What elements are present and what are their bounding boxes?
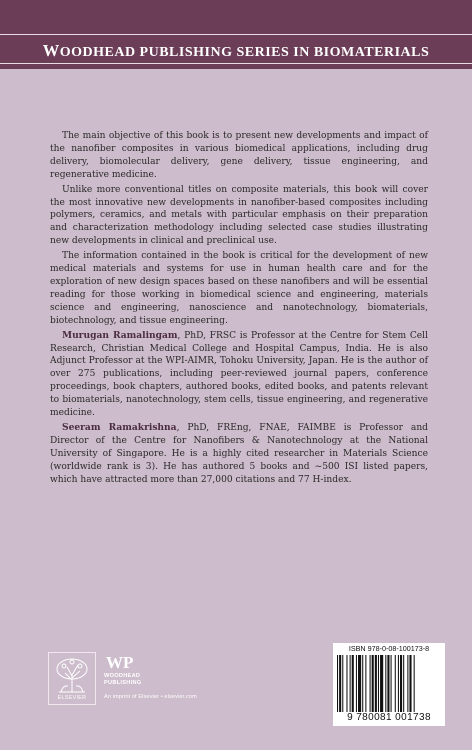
elsevier-tree-icon — [53, 656, 91, 694]
barcode — [337, 655, 441, 712]
publishing-label: PUBLISHING — [104, 680, 142, 686]
paragraph-objective: The main objective of this book is to present new developments and impact of the nanofiber composites in various biomedical applications, including drug delivery, biomolecular delivery, gene delivery, tissue engineering, and regenerative medicine. — [50, 131, 428, 180]
woodhead-label: WOODHEAD — [104, 673, 141, 679]
series-title — [0, 41, 472, 61]
author-bio-2-text: , PhD, FREng, FNAE, FAIMBE is Professor and Director of the Centre for Nanofibers & Nanotechnology at the National University of Singapore. He is a highly cited researcher in Materials Science (worldwide rank is 3). He has authored 5 books and ~500 ISI listed papers, which have attracted more than 27,000 citations and 77 H-index. — [50, 422, 428, 485]
header-divider-bottom — [0, 63, 472, 64]
back-cover-text — [50, 130, 428, 486]
series-title-rest: OODHEAD PUBLISHING SERIES IN BIOMATERIALS — [59, 45, 430, 60]
isbn-barcode-box — [333, 643, 445, 726]
author-name-1: Murugan Ramalingam — [62, 329, 178, 341]
author-bio-2 — [50, 422, 428, 487]
elsevier-logo — [48, 652, 96, 705]
series-title-initial: W — [42, 41, 60, 60]
imprint-line: An imprint of Elsevier • elsevier.com — [104, 694, 197, 700]
author-bio-1-text: , PhD, FRSC is Professor at the Centre for Stem Cell Research, Christian Medical College and Hospital Campus, India. He is also Adjunct Professor at the WPI-AIMR, Tohoku University, Japan. He is the author of over 275 publications, including peer-reviewed journal papers, conference proceedings, book chapters, authored books, edited books, and patents relevant to biomaterials, nanotechnology, stem cells, tissue engineering, and regenerative medicine. — [50, 330, 428, 419]
woodhead-wp-logo: WP — [106, 653, 134, 672]
author-bio-1 — [50, 330, 428, 420]
header-divider-top — [0, 34, 472, 35]
elsevier-label: ELSEVIER — [57, 695, 87, 701]
isbn-label: ISBN 978-0-08-100173-8 — [348, 644, 430, 653]
barcode-digits: 9 780081 001738 — [347, 712, 431, 723]
paragraph-scope: Unlike more conventional titles on composite materials, this book will cover the most innovative new developments in nanofiber-based composites including polymers, ceramics, and metals with particular emphasis on their preparation and characterization methodology including selected case studies illustrating new developments in clinical and preclinical use. — [50, 184, 428, 247]
paragraph-audience: The information contained in the book is critical for the development of new medical materials and systems for use in human health care and for the exploration of new design spaces based on these nanofibers and will be essential reading for those working in biomedical science and engineering, materials science and engineering, nanoscience and nanotechnology, biomaterials, biotechnology, and tissue engineering. — [50, 251, 428, 326]
author-name-2: Seeram Ramakrishna — [62, 421, 177, 433]
